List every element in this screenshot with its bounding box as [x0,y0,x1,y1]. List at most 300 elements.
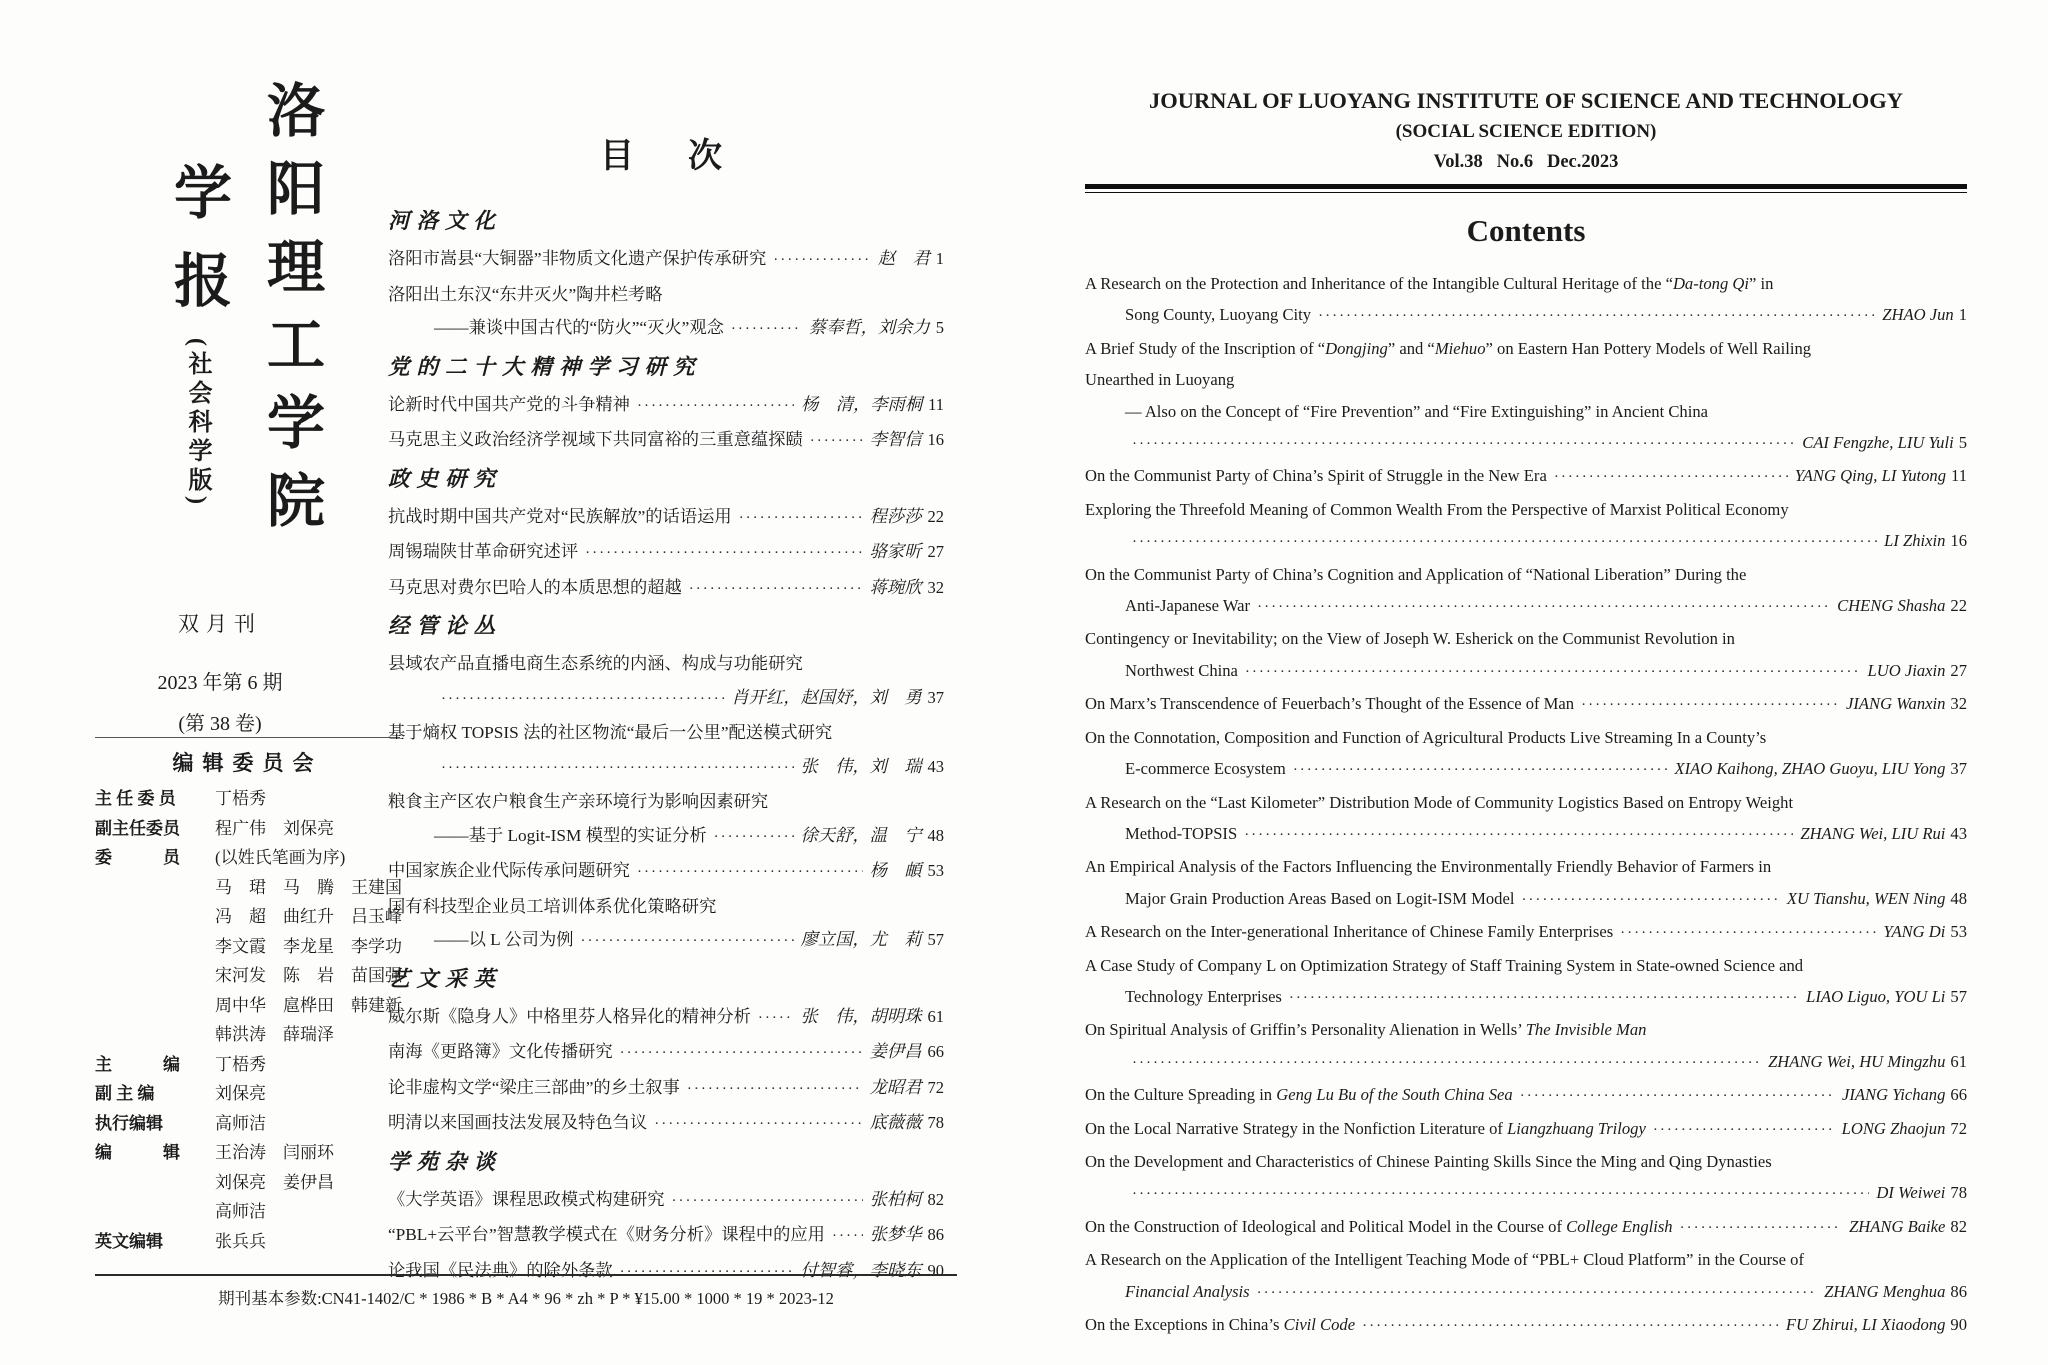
contents-entry-page: 82 [1950,1216,1967,1236]
toc-entry-authors: 付智睿，李晓东 [800,1260,922,1280]
toc-entry-title: ——以 L 公司为例 [434,930,574,949]
toc-entry-title: 抗战时期中国共产党对“民族解放”的话语运用 [388,506,732,526]
contents-entry-line [1085,1244,1967,1275]
toc-entry-page: 11 [928,394,944,414]
contents-entry-authors: LI Zhixin [1884,531,1946,551]
dotted-leader [1257,590,1830,623]
contents-entry-authors: LONG Zhaojun [1841,1118,1946,1138]
contents-entry-line [1085,1014,1967,1045]
dotted-leader [689,571,863,607]
journal-title-sub [154,80,240,592]
board-role-label [95,961,215,991]
contents-entry-line [1085,396,1967,427]
entry-title-text: E-commerce Ecosystem [1125,759,1286,779]
board-row [95,991,400,1021]
entry-title-text: Unearthed in Luoyang [1085,370,1235,390]
dotted-leader [1653,1113,1835,1146]
toc-entry-page: 27 [927,542,944,561]
board-row [95,902,400,932]
entry-title-text: A Research on the Application of the Intelligent Teaching Mode of “PBL+ Cloud Platform” in the Course of [1085,1250,1804,1270]
toc-entry-line [388,571,944,607]
toc-entry-authors: 张梦华 [869,1225,922,1244]
board-role-label [95,1197,215,1227]
board-row [95,961,400,991]
contents-entry-authors: ZHANG Baike [1849,1216,1946,1236]
toc-entry-page: 5 [935,318,944,337]
contents-entry-page: 22 [1950,596,1967,616]
toc-entry-title: 马克思对费尔巴哈人的本质思想的超越 [388,577,682,597]
toc-section-heading: 党的二十大精神学习研究 [388,354,702,379]
toc-entry-authors: 肖开红，赵国妤，刘 勇 [731,687,922,707]
contents-entry-page: 86 [1950,1281,1967,1301]
toc-entry-title: 中国家族企业代际传承问题研究 [388,861,630,880]
entry-title-italic: The Invisible Man [1525,1020,1647,1040]
dotted-leader [1318,299,1875,332]
toc-entry-title: 论非虚构文学“梁庄三部曲”的乡土叙事 [388,1077,680,1097]
contents-entry-authors: LIAO Liguo, YOU Li [1806,986,1946,1006]
board-role-label: 编 辑 [95,1143,180,1162]
contents-entry-line [1085,590,1967,623]
toc-entry-page: 16 [927,430,944,449]
entry-title-italic: Geng Lu Bu of the South China Sea [1276,1085,1513,1105]
contents-entry-authors: XIAO Kaihong, ZHAO Guoyu, LIU Yong [1674,759,1946,779]
toc-section-heading: 政史研究 [388,466,503,491]
contents-entry-line [1085,787,1967,818]
contents-entry-line [1085,655,1967,688]
toc-section-heading: 艺文采英 [388,966,503,991]
contents-entry-authors: ZHANG Wei, HU Mingzhu [1768,1051,1946,1071]
toc-entry-line [388,1183,944,1219]
toc-entry-page: 78 [927,1113,944,1132]
dotted-leader [1245,655,1861,688]
contents-entry-page: 61 [1950,1051,1967,1071]
contents-entry-line [1085,916,1967,949]
entry-title-text: Contingency or Inevitability; on the View of Joseph W. Esherick on the Communist Revolution in [1085,629,1735,649]
dotted-leader [714,819,794,855]
board-member-names: 高师洁 [215,1113,266,1133]
entry-title-text: ” in [1749,274,1774,293]
dotted-leader [758,1000,794,1036]
toc-entry-page: 1 [935,249,944,268]
contents-entry-authors: LUO Jiaxin [1867,660,1946,680]
board-member-names: 韩洪涛 薛瑞泽 [215,1025,334,1044]
board-member-names: 丁梧秀 [215,789,266,808]
toc-entry-page: 66 [927,1042,944,1061]
contents-entry-authors: ZHAO Jun [1882,305,1954,325]
toc-section-heading: 河洛文化 [388,209,503,233]
entry-title-italic: College English [1566,1216,1673,1236]
board-member-names: 李文霞 李龙星 李学功 [215,936,402,956]
toc-entry-title: 基于熵权 TOPSIS 法的社区物流“最后一公里”配送模式研究 [388,723,833,742]
entry-title-text: An Empirical Analysis of the Factors Influencing the Environmentally Friendly Behavior of Farmers in [1085,857,1772,877]
journal-edition-label: (社会科学版) [184,338,210,509]
contents-entry-page: 37 [1950,759,1967,779]
contents-entry-line [1085,851,1967,882]
entry-title-italic: Financial Analysis [1125,1281,1250,1301]
journal-name-english: JOURNAL OF LUOYANG INSTITUTE OF SCIENCE AND TECHNOLOGY [1148,88,1904,113]
toc-section-heading: 经管论丛 [388,614,503,638]
toc-entry-line [388,716,944,750]
entry-title-text: On the Exceptions in China’s [1085,1315,1284,1334]
board-divider [95,737,400,738]
board-role-label: 主 任 委 员 [95,789,176,808]
contents-entry-page: 53 [1950,922,1967,942]
toc-entry-line [388,819,944,855]
dotted-leader [654,1106,862,1142]
contents-entry-line [1085,1309,1967,1342]
dotted-leader [1520,1079,1835,1112]
dotted-leader [1680,1211,1842,1244]
contents-entry-page: 5 [1958,433,1967,453]
dotted-leader [672,1183,863,1219]
chinese-toc [388,128,944,1289]
contents-entries [1085,268,1967,1342]
toc-entry-authors: 张 伟，胡明珠 [800,1006,922,1026]
board-row [95,1079,400,1109]
board-row [95,873,400,903]
contents-entry-authors: YANG Di [1883,922,1946,942]
toc-entry-authors: 杨 頔 [869,861,922,880]
contents-entry-authors: JIANG Wanxin [1846,694,1946,714]
dotted-leader [773,242,871,278]
board-role-label: 副 主 编 [95,1084,155,1103]
contents-entry-line [1085,1146,1967,1177]
toc-entry-page: 32 [927,577,944,597]
toc-entry-authors: 廖立国，尤 莉 [800,930,922,949]
entry-title-text: A Research on the Protection and Inheritance of the Intangible Cultural Heritage of the “ [1085,274,1673,293]
dotted-leader [441,750,794,786]
contents-entry-authors: JIANG Yichang [1842,1085,1946,1105]
toc-entry-page: 72 [927,1077,944,1097]
dotted-leader [687,1071,863,1107]
toc-entry-line [388,423,944,459]
contents-entry-line [1085,818,1967,851]
toc-entry-page: 61 [927,1006,944,1026]
contents-entry-page: 66 [1950,1085,1967,1105]
publication-frequency: 双月刊 [178,612,262,636]
dotted-leader [1132,1046,1761,1079]
contents-entry-line [1085,883,1967,916]
contents-entry-line [1085,1276,1967,1309]
dotted-leader [637,854,863,890]
journal-title-main: 洛阳理工学院 [258,80,323,548]
contents-entry-line [1085,494,1967,525]
contents-entry-line [1085,1113,1967,1146]
entry-title-text: On Spiritual Analysis of Griffin’s Personality Alienation in Wells’ [1085,1020,1526,1040]
toc-entry-line [388,242,944,278]
board-member-names: 刘保亮 [215,1084,266,1103]
board-member-names: 马 珺 马 腾 王建国 [215,877,402,897]
toc-entry-page: 37 [927,687,944,707]
board-row [95,1138,400,1168]
toc-entry-line [388,1106,944,1142]
contents-entry-line [1085,1211,1967,1244]
entry-title-text: On the Culture Spreading in [1085,1085,1277,1105]
contents-entry-page: 57 [1950,986,1967,1006]
toc-entry-authors: 杨 清，李雨桐 [801,394,923,414]
toc-entry-authors: 姜伊昌 [869,1042,922,1061]
toc-entry-title: 马克思主义政治经济学视域下共同富裕的三重意蕴探赜 [388,430,803,449]
toc-entry-line [388,854,944,890]
dotted-leader [1244,818,1793,851]
dotted-leader [1132,1177,1869,1210]
toc-entry-title: 《大学英语》课程思政模式构建研究 [388,1189,665,1209]
toc-entry-authors: 蒋琬欣 [869,577,922,597]
board-member-names: 高师洁 [215,1202,266,1221]
header-rule [1085,184,1967,193]
contents-entry-page: 11 [1951,466,1967,486]
edition-english: (SOCIAL SCIENCE EDITION) [1395,121,1657,142]
toc-entry-title: 威尔斯《隐身人》中格里芬人格异化的精神分析 [388,1006,751,1026]
entry-title-text: ” on Eastern Han Pottery Models of Well Railing [1485,338,1812,358]
board-row [95,1168,400,1198]
contents-entry-authors: DI Weiwei [1876,1183,1946,1203]
toc-entry-line [388,681,944,717]
board-role-label [95,932,215,962]
contents-entry-line [1085,299,1967,332]
dotted-leader [739,500,863,536]
contents-entry-page: 1 [1958,305,1967,325]
entry-title-text: Major Grain Production Areas Based on Logit-ISM Model [1125,888,1515,908]
entry-title-text: On the Connotation, Composition and Function of Agricultural Products Live Streaming In a County’s [1085,727,1767,747]
toc-entry-line [388,1035,944,1071]
toc-entry-title: 论新时代中国共产党的斗争精神 [388,394,630,414]
contents-entry-authors: CHENG Shasha [1837,596,1946,616]
board-member-names: 张兵兵 [215,1231,266,1251]
toc-entry-page: 86 [927,1225,944,1244]
contents-entry-line [1085,333,1967,364]
entry-title-text: Song County, Luoyang City [1125,305,1312,325]
contents-entry-page: 90 [1950,1315,1967,1334]
contents-entry-line [1085,753,1967,786]
board-row [95,1227,400,1257]
dotted-leader [1620,916,1876,949]
dotted-leader [1554,460,1788,493]
board-role-label: 委 员 [95,848,180,867]
contents-entry-line [1085,427,1967,460]
editorial-board-rows [95,784,400,1256]
journal-masthead [95,80,345,736]
toc-entry-title: 洛阳市嵩县“大铜器”非物质文化遗产保护传承研究 [388,249,767,268]
dotted-leader [585,535,863,571]
toc-entry-authors: 骆家昕 [869,542,922,561]
contents-entry-line [1085,981,1967,1014]
toc-entry-line [388,500,944,536]
dotted-leader [1362,1309,1779,1342]
contents-entry-page: 48 [1950,888,1967,908]
toc-entry-page: 43 [927,756,944,776]
toc-entry-page: 53 [927,861,944,880]
entry-title-text: A Research on the Inter-generational Inheritance of Chinese Family Enterprises [1085,922,1614,942]
entry-title-text: Technology Enterprises [1125,986,1282,1006]
dotted-leader [1293,753,1668,786]
dotted-leader [1581,688,1839,721]
toc-entry-authors: 张柏柯 [869,1189,922,1209]
board-row [95,1109,400,1139]
contents-entry-line [1085,364,1967,395]
entry-title-text: ” and “ [1387,338,1435,358]
board-role-label [95,1168,215,1198]
entry-title-text: On the Local Narrative Strategy in the Nonfiction Literature of [1085,1118,1508,1138]
entry-title-italic: Miehuo [1434,338,1486,358]
entry-title-text: Northwest China [1125,660,1238,680]
editorial-board [95,737,400,1256]
toc-entry-authors: 程莎莎 [869,506,922,526]
contents-entry-line [1085,268,1967,299]
toc-entry-authors: 张 伟，刘 瑞 [800,756,922,776]
entry-title-italic: Liangzhuang Trilogy [1507,1118,1646,1138]
contents-entry-line [1085,460,1967,493]
toc-entry-line [388,388,944,424]
toc-entry-authors: 赵 君 [877,249,930,268]
dotted-leader [581,923,794,959]
board-row [95,784,400,814]
board-member-names: 周中华 扈桦田 韩建新 [215,995,402,1015]
toc-entry-line [388,1218,944,1254]
entry-title-italic: Da-tong Qi [1672,274,1750,293]
board-role-label [95,1020,215,1050]
board-row [95,1050,400,1080]
entry-title-text: Exploring the Threefold Meaning of Common Wealth From the Perspective of Marxist Political Economy [1085,499,1789,519]
contents-entry-authors: YANG Qing, LI Yutong [1794,466,1947,486]
toc-entry-page: 48 [927,825,944,845]
toc-entry-page: 90 [927,1260,944,1280]
board-member-names: 冯 超 曲红升 吕玉峰 [215,907,402,926]
contents-entry-authors: ZHANG Menghua [1824,1281,1946,1301]
editorial-board-heading: 编辑委员会 [172,751,323,775]
contents-entry-page: 78 [1950,1183,1967,1203]
contents-entry-line [1085,688,1967,721]
entry-title-text: A Case Study of Company L on Optimization Strategy of Staff Training System in State-owned Science and [1085,955,1804,975]
dotted-leader [441,681,724,717]
toc-entry-title: 明清以来国画技法发展及特色刍议 [388,1113,648,1132]
entry-title-text: A Research on the “Last Kilometer” Distribution Mode of Community Logistics Based on Entropy Weight [1085,792,1794,812]
entry-title-text: Method-TOPSIS [1125,823,1238,843]
toc-entry-page: 22 [927,506,944,526]
board-role-label: 执行编辑 [95,1113,163,1133]
contents-entry-line [1085,1177,1967,1210]
board-role-label [95,873,215,903]
dotted-leader [1132,427,1795,460]
entry-title-text: A Brief Study of the Inscription of “ [1085,338,1326,358]
dotted-leader [731,311,802,347]
toc-entry-authors: 底薇薇 [869,1113,922,1132]
board-role-label: 英文编辑 [95,1231,163,1251]
board-row [95,932,400,962]
entry-title-italic: Dongjing [1325,338,1388,358]
contents-entry-line [1085,623,1967,654]
dotted-leader [637,388,794,424]
entry-title-italic: Civil Code [1283,1315,1356,1334]
toc-entry-title: 洛阳出土东汉“东井灭火”陶井栏考略 [388,284,663,304]
toc-entry-line [388,311,944,347]
toc-title: 目 次 [600,138,732,175]
entry-title-text: — Also on the Concept of “Fire Prevention” and “Fire Extinguishing” in Ancient China [1125,401,1708,421]
toc-entry-title: 县域农产品直播电商生态系统的内涵、构成与功能研究 [388,654,803,673]
toc-entry-title: ——基于 Logit-ISM 模型的实证分析 [434,825,707,845]
toc-entry-title: “PBL+云平台”智慧教学模式在《财务分析》课程中的应用 [388,1225,825,1244]
contents-entry-line [1085,1079,1967,1112]
toc-entry-line [388,923,944,959]
entry-title-text: On the Construction of Ideological and Political Model in the Course of [1085,1216,1567,1236]
toc-entry-authors: 蔡奉哲，刘余力 [808,318,930,337]
english-contents-page [1085,88,1967,1342]
contents-entry-authors: XU Tianshu, WEN Ning [1786,888,1946,908]
contents-entry-authors: CAI Fengzhe, LIU Yuli [1802,433,1954,453]
toc-entry-line [388,535,944,571]
board-row [95,1197,400,1227]
contents-entry-page: 16 [1950,531,1967,551]
toc-entry-line [388,785,944,819]
toc-entry-line [388,750,944,786]
dotted-leader [810,423,863,459]
toc-entry-title: 南海《更路簿》文化传播研究 [388,1042,613,1061]
toc-entry-line [388,1000,944,1036]
contents-entry-line [1085,950,1967,981]
board-member-names: 刘保亮 姜伊昌 [215,1172,334,1192]
issue-label: 2023 年第 6 期 [157,672,283,694]
board-member-names: 丁梧秀 [215,1054,266,1074]
toc-sections [388,201,944,1289]
contents-entry-authors: FU Zhirui, LI Xiaodong [1785,1315,1946,1334]
toc-entry-line [388,1071,944,1107]
contents-entry-authors: ZHANG Wei, LIU Rui [1800,823,1946,843]
board-member-names: (以姓氏笔画为序) [215,848,346,867]
volume-info-english: Vol.38 No.6 Dec.2023 [1433,152,1619,172]
dotted-leader [1257,1276,1818,1309]
contents-entry-line [1085,525,1967,558]
contents-entry-line [1085,559,1967,590]
contents-title: Contents [1466,213,1586,248]
contents-entry-line [1085,722,1967,753]
journal-title-vertical [135,80,340,592]
toc-entry-line [388,890,944,924]
board-role-label: 主 编 [95,1054,180,1074]
contents-entry-page: 43 [1950,823,1967,843]
board-role-label [95,902,215,932]
toc-entry-title: 周锡瑞陕甘革命研究述评 [388,542,579,561]
toc-entry-authors: 李智信 [869,430,922,449]
toc-entry-authors: 徐天舒，温 宁 [800,825,922,845]
entry-title-text: On the Communist Party of China’s Cognition and Application of “National Liberation” During the [1085,564,1747,584]
dotted-leader [832,1218,863,1254]
board-member-names: 王治涛 闫丽环 [215,1143,334,1162]
board-row [95,814,400,844]
board-row [95,843,400,873]
toc-section-heading: 学苑杂谈 [388,1149,503,1174]
journal-parameters-footer: 期刊基本参数:CN41-1402/C * 1986 * B * A4 * 96 * zh * P * ¥15.00 * 1000 * 19 * 2023-12 [95,1274,957,1309]
toc-entry-line [388,647,944,681]
board-row [95,1020,400,1050]
toc-entry-line [388,278,944,312]
volume-label: (第 38 卷) [178,713,262,735]
toc-entry-title: 国有科技型企业员工培训体系优化策略研究 [388,896,717,916]
contents-entry-page: 32 [1950,694,1967,714]
dotted-leader [1132,525,1877,558]
toc-entry-title: ——兼谈中国古代的“防火”“灭火”观念 [434,318,724,337]
board-member-names: 程广伟 刘保亮 [215,818,334,838]
toc-entry-title: 论我国《民法典》的除外条款 [388,1260,613,1280]
dotted-leader [1521,883,1779,916]
journal-title-xuebao: 学报 [165,162,230,338]
entry-title-text: On the Development and Characteristics of Chinese Painting Skills Since the Ming and Qing Dynasties [1085,1151,1772,1171]
toc-entry-page: 57 [927,930,944,949]
contents-entry-page: 27 [1950,660,1967,680]
entry-title-text: On Marx’s Transcendence of Feuerbach’s Thought of the Essence of Man [1085,694,1575,714]
toc-entry-title: 粮食主产区农户粮食生产亲环境行为影响因素研究 [388,792,769,811]
board-member-names: 宋河发 陈 岩 苗国强 [215,966,402,985]
entry-title-text: On the Communist Party of China’s Spirit of Struggle in the New Era [1085,466,1547,486]
